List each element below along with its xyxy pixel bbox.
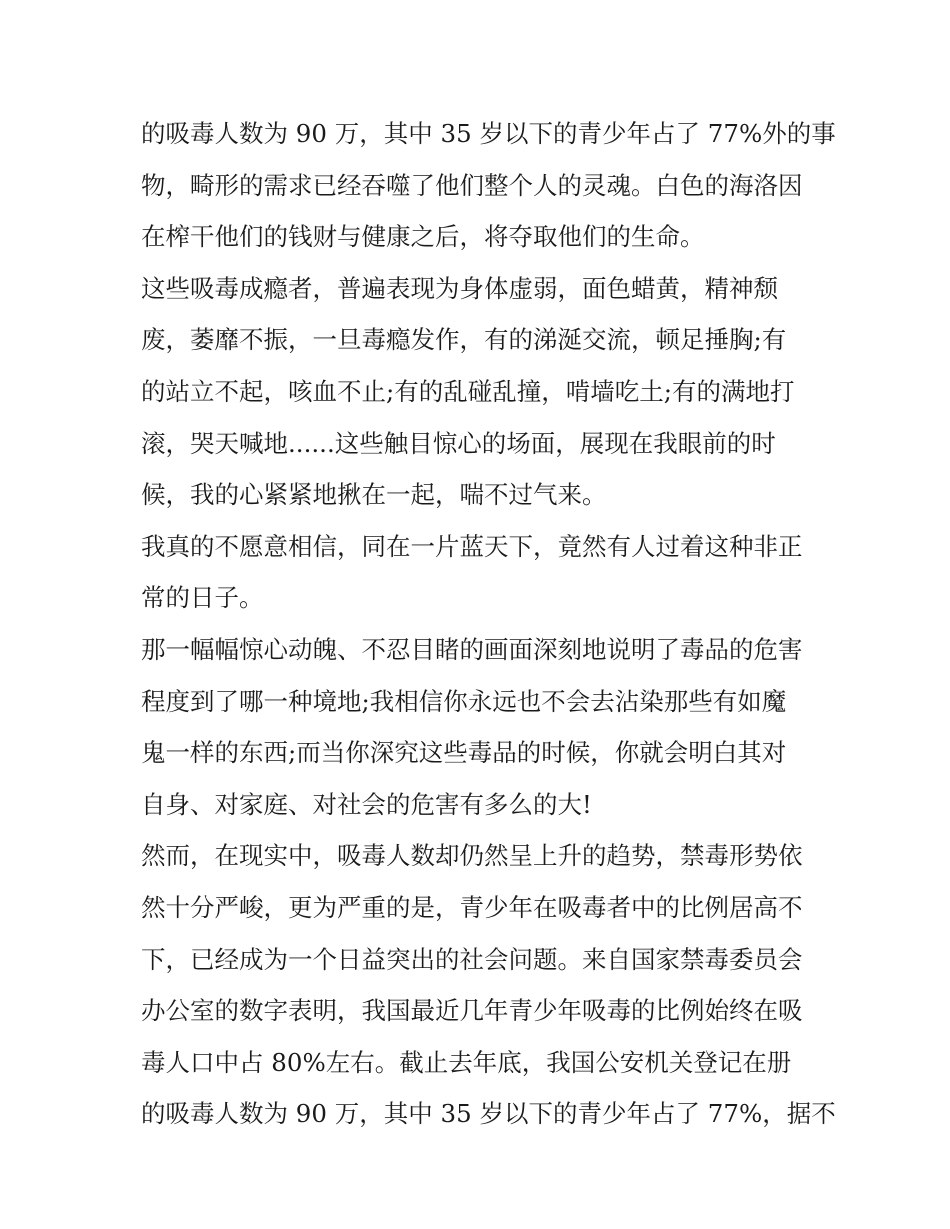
text-line: 这些吸毒成瘾者，普遍表现为身体虚弱，面色蜡黄，精神颓 — [141, 273, 778, 303]
text-line: 废，萎靡不振，一旦毒瘾发作，有的涕涎交流，顿足捶胸;有 — [141, 325, 787, 355]
text-line: 程度到了哪一种境地;我相信你永远也不会去沾染那些有如魔 — [141, 686, 787, 716]
text-line: 然而，在现实中，吸毒人数却仍然呈上升的趋势，禁毒形势依 — [141, 841, 803, 871]
text-line: 办公室的数字表明，我国最近几年青少年吸毒的比例始终在吸 — [141, 996, 803, 1026]
text-line: 毒人口中占 80%左右。截止去年底，我国公安机关登记在册 — [141, 1047, 792, 1077]
text-line: 常的日子。 — [141, 583, 264, 613]
text-line: 候，我的心紧紧地揪在一起，喘不过气来。 — [141, 480, 607, 510]
text-line: 物，畸形的需求已经吞噬了他们整个人的灵魂。白色的海洛因 — [141, 170, 803, 200]
text-line: 然十分严峻，更为严重的是，青少年在吸毒者中的比例居高不 — [141, 892, 803, 922]
text-line: 自身、对家庭、对社会的危害有多么的大! — [141, 789, 592, 819]
text-line: 的吸毒人数为 90 万，其中 35 岁以下的青少年占了 77%，据不 — [141, 1099, 836, 1129]
text-line: 的吸毒人数为 90 万，其中 35 岁以下的青少年占了 77%外的事 — [141, 119, 836, 148]
text-line: 下，已经成为一个日益突出的社会问题。来自国家禁毒委员会 — [141, 944, 803, 974]
text-line: 滚，哭天喊地......这些触目惊心的场面，展现在我眼前的时 — [141, 428, 776, 458]
text-line: 在榨干他们的钱财与健康之后，将夺取他们的生命。 — [141, 222, 705, 252]
text-line: 我真的不愿意相信，同在一片蓝天下，竟然有人过着这种非正 — [141, 531, 803, 561]
body-text — [141, 108, 836, 1140]
text-line: 鬼一样的东西;而当你深究这些毒品的时候，你就会明白其对 — [141, 738, 787, 768]
text-line: 的站立不起，咳血不止;有的乱碰乱撞，啃墙吃土;有的满地打 — [141, 376, 795, 406]
text-line: 那一幅幅惊心动魄、不忍目睹的画面深刻地说明了毒品的危害 — [141, 634, 803, 664]
